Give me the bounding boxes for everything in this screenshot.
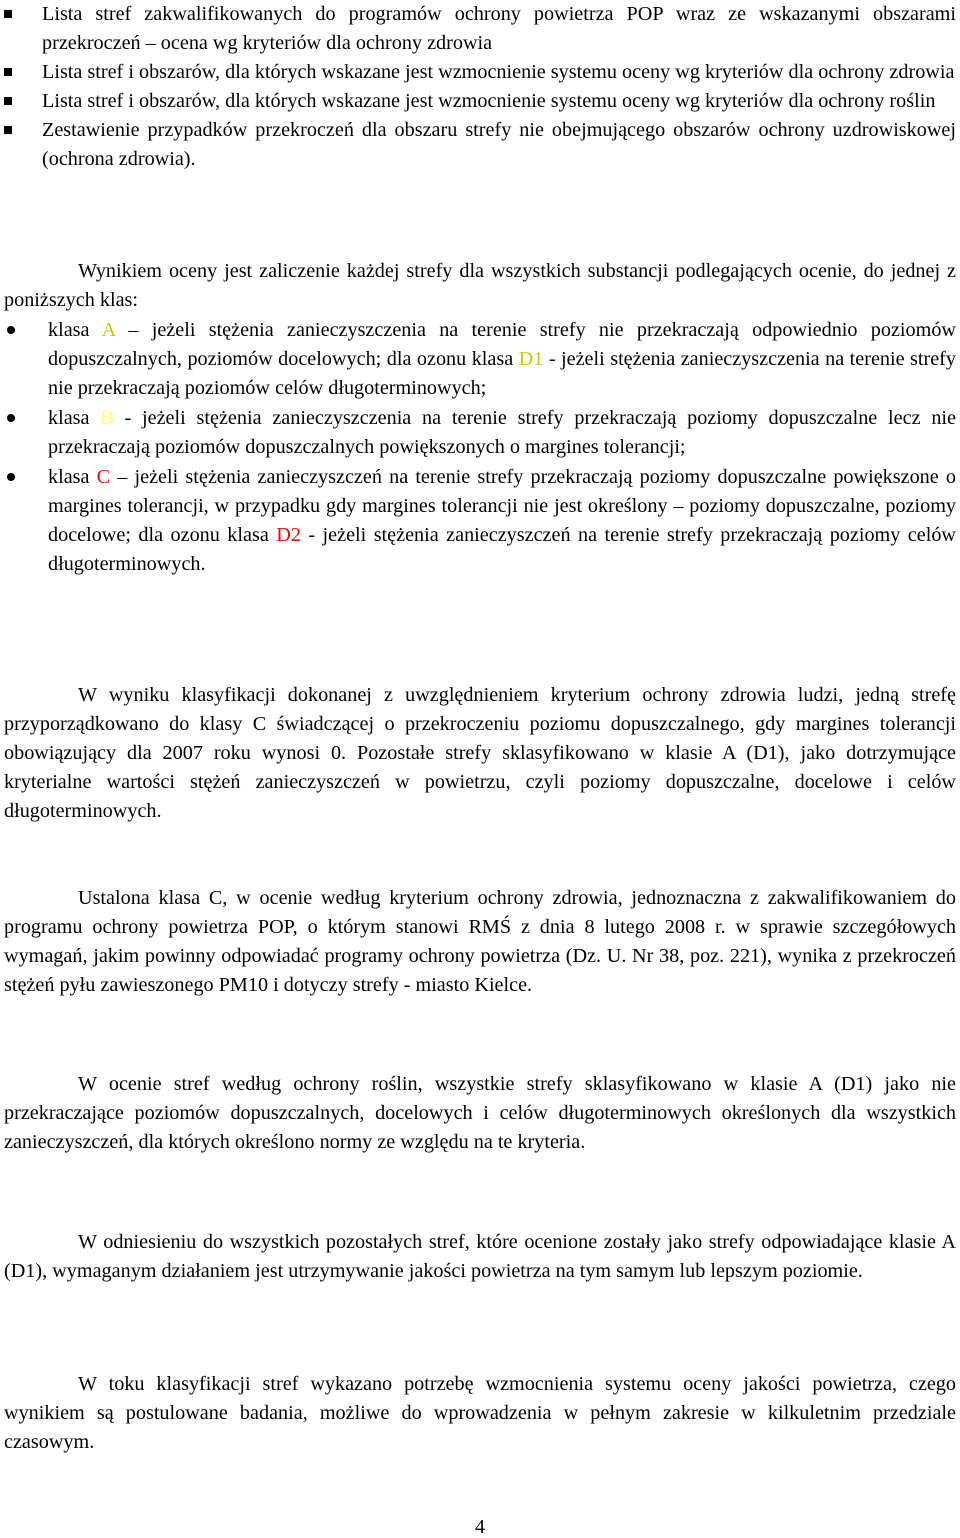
square-bullet-icon [4,68,12,76]
class-b-text: - jeżeli stężenia zanieczyszczenia na terenie strefy przekraczają poziomy dopuszczalne lecz nie przekraczają poziomów dopuszczalnych powiększonych o margines tolerancji; [48,407,956,458]
class-c-code: C [96,466,111,488]
intro-paragraph [4,257,956,315]
class-c-text: – jeżeli stężenia zanieczyszczeń na terenie strefy przekraczają poziomy dopuszczalne powiększone o margines tolerancji, w przypadku gdy margines tolerancji nie jest określony – poziomy dopuszczalne, poziomy docelowe; dla ozonu klasa [48,466,956,546]
class-d2-text: - jeżeli stężenia zanieczyszczeń na terenie strefy przekraczają poziomy celów długoterminowych. [48,524,956,575]
class-definitions-list [0,316,960,580]
list-item-text: Lista stref i obszarów, dla których wskazane jest wzmocnienie systemu oceny wg kryteriów dla ochrony roślin [42,90,936,112]
list-item-text: Lista stref zakwalifikowanych do programów ochrony powietrza POP wraz ze wskazanymi obszarami przekroczeń – ocena wg kryteriów dla ochrony zdrowia [42,3,956,54]
list-item [0,87,960,116]
page-number: 4 [475,1516,485,1538]
paragraph [4,1370,956,1457]
class-c-prefix: klasa [48,466,97,488]
class-a-code: A [101,319,116,341]
round-bullet-icon [7,414,15,422]
paragraph-text: W odniesieniu do wszystkich pozostałych stref, które ocenione zostały jako strefy odpowiadające klasie A (D1), wymaganym działaniem jest utrzymywanie jakości powietrza na tym samym lub lepszym poziomie. [4,1231,956,1282]
list-item-text: Zestawienie przypadków przekroczeń dla obszaru strefy nie obejmującego obszarów ochrony uzdrowiskowej (ochrona zdrowia). [42,119,956,170]
report-contents-list [0,0,960,174]
paragraph-text: W toku klasyfikacji stref wykazano potrzebę wzmocnienia systemu oceny jakości powietrza, czego wynikiem są postulowane badania, możliwe do wprowadzenia w pełnym zakresie w kilkuletnim przedziale czasowym. [4,1373,956,1453]
square-bullet-icon [4,10,12,18]
paragraph [4,884,956,1000]
class-b-code: B [100,407,114,429]
class-b-prefix: klasa [48,407,101,429]
class-a-item [0,316,960,403]
list-item [0,58,960,87]
paragraph-text: W wyniku klasyfikacji dokonanej z uwzględnieniem kryterium ochrony zdrowia ludzi, jedną strefę przyporządkowano do klasy C świadczącej o przekroczeniu poziomu dopuszczalnego, gdy margines tolerancji obowiązujący dla 2007 roku wynosi 0. Pozostałe strefy sklasyfikowano w klasie A (D1), jako dotrzymujące kryterialne wartości stężeń zanieczyszczeń w powietrzu, czyli poziomy dopuszczalne, docelowe i celów długoterminowych. [4,684,956,822]
paragraph-text: Ustalona klasa C, w ocenie według kryterium ochrony zdrowia, jednoznaczna z zakwalifikowaniem do programu ochrony powietrza POP, o którym stanowi RMŚ z dnia 8 lutego 2008 r. w sprawie szczegółowych wymagań, jakim powinny odpowiadać programy ochrony powietrza (Dz. U. Nr 38, poz. 221), wynika z przekroczeń stężeń pyłu zawieszonego PM10 i dotyczy strefy - miasto Kielce. [4,887,956,996]
paragraph [4,1228,956,1286]
list-item-text: Lista stref i obszarów, dla których wskazane jest wzmocnienie systemu oceny wg kryteriów dla ochrony zdrowia [42,61,955,83]
round-bullet-icon [7,326,15,334]
square-bullet-icon [4,97,12,105]
class-b-item [0,404,960,462]
class-a-prefix: klasa [48,319,102,341]
list-item [0,116,960,174]
round-bullet-icon [7,473,15,481]
class-d1-text: - jeżeli stężenia zanieczyszczenia na terenie strefy nie przekraczają poziomów celów długoterminowych; [48,348,957,399]
class-d2-code: D2 [276,524,301,546]
class-a-text: – jeżeli stężenia zanieczyszczenia na terenie strefy nie przekraczają odpowiednio poziomów dopuszczalnych, poziomów docelowych; dla ozonu klasa [48,319,956,370]
class-d1-code: D1 [518,348,544,370]
paragraph [4,681,956,826]
paragraph [4,1070,956,1157]
intro-text: Wynikiem oceny jest zaliczenie każdej strefy dla wszystkich substancji podlegających ocenie, do jednej z poniższych klas: [4,260,956,311]
paragraph-text: W ocenie stref według ochrony roślin, wszystkie strefy sklasyfikowano w klasie A (D1) jako nie przekraczające poziomów dopuszczalnych, docelowych i celów długoterminowych określonych dla wszystkich zanieczyszczeń, dla których określono normy ze względu na te kryteria. [4,1073,956,1153]
square-bullet-icon [4,126,12,134]
class-c-item [0,463,960,579]
list-item [0,0,960,58]
